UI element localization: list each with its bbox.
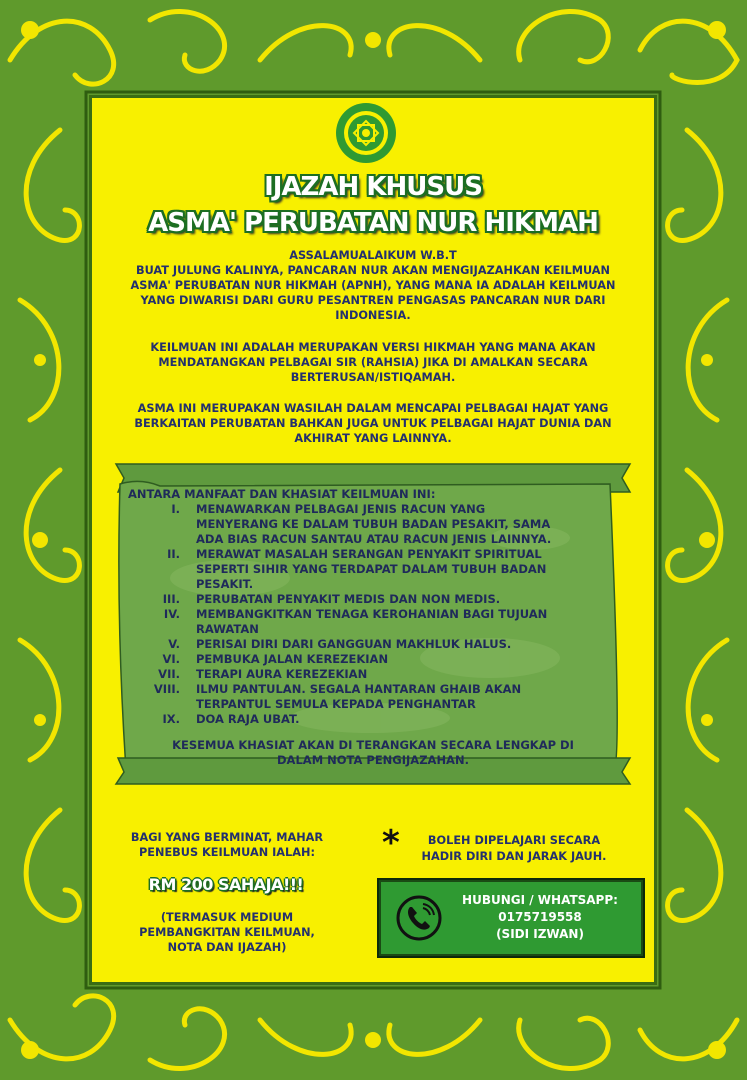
offer-lead: PENEBUS KEILMUAN IALAH: bbox=[139, 846, 315, 859]
intro-p1-line: INDONESIA. bbox=[335, 309, 411, 322]
item-number: VII. bbox=[158, 667, 180, 681]
note-line: BOLEH DIPELAJARI SECARA bbox=[427, 834, 601, 847]
list-item-line: PERUBATAN PENYAKIT MEDIS DAN NON MEDIS. bbox=[196, 592, 501, 606]
phone-icon bbox=[395, 894, 443, 942]
contact-label: HUBUNGI / WHATSAPP: bbox=[462, 893, 618, 907]
intro-p2-line: BERTERUSAN/ISTIQAMAH. bbox=[290, 371, 456, 384]
emblem-icon bbox=[334, 101, 398, 165]
intro-p3-line: AKHIRAT YANG LAINNYA. bbox=[294, 432, 452, 445]
offer-includes: PEMBANGKITAN KEILMUAN, bbox=[139, 926, 315, 939]
item-number: VIII. bbox=[153, 682, 180, 696]
content-panel bbox=[92, 98, 654, 982]
item-number: I. bbox=[171, 502, 180, 516]
offer-includes: (TERMASUK MEDIUM bbox=[160, 911, 294, 924]
benefits-scroll bbox=[110, 458, 636, 788]
intro-p2-line: MENDATANGKAN PELBAGAI SIR (RAHSIA) JIKA DI AMALKAN SECARA bbox=[158, 356, 588, 369]
list-item-line: RAWATAN bbox=[196, 622, 259, 636]
greeting: ASSALAMUALAIKUM W.B.T bbox=[289, 249, 457, 262]
list-item-line: MERAWAT MASALAH SERANGAN PENYAKIT SPIRITUAL bbox=[196, 547, 542, 561]
list-item-line: PEMBUKA JALAN KEREZEKIAN bbox=[196, 652, 389, 666]
intro-p3-line: ASMA INI MERUPAKAN WASILAH DALAM MENCAPAI PELBAGAI HAJAT YANG bbox=[137, 402, 609, 415]
item-number: IX. bbox=[162, 712, 180, 726]
title-line-1: IJAZAH KHUSUS bbox=[264, 172, 482, 202]
list-item-line: ILMU PANTULAN. SEGALA HANTARAN GHAIB AKAN bbox=[196, 682, 522, 696]
benefits-heading: ANTARA MANFAAT DAN KHASIAT KEILMUAN INI: bbox=[128, 487, 436, 501]
list-item-line: MENAWARKAN PELBAGAI JENIS RACUN YANG bbox=[196, 502, 486, 516]
offer-lead: BAGI YANG BERMINAT, MAHAR bbox=[130, 831, 324, 844]
intro-p1-line: ASMA' PERUBATAN NUR HIKMAH (APNH), YANG MANA IA ADALAH KEILMUAN bbox=[130, 279, 616, 292]
list-item-line: TERPANTUL SEMULA KEPADA PENGHANTAR bbox=[196, 697, 476, 711]
benefits-closing: KESEMUA KHASIAT AKAN DI TERANGKAN SECARA LENGKAP DI bbox=[172, 738, 574, 752]
intro-p3-line: BERKAITAN PERUBATAN BAHKAN JUGA UNTUK PELBAGAI HAJAT DUNIA DAN bbox=[134, 417, 612, 430]
intro-p1-line: BUAT JULUNG KALINYA, PANCARAN NUR AKAN MENGIJAZAHKAN KEILMUAN bbox=[135, 264, 610, 277]
list-item-line: SEPERTI SIHIR YANG TERDAPAT DALAM TUBUH BADAN bbox=[196, 562, 547, 576]
title-line-2: ASMA' PERUBATAN NUR HIKMAH bbox=[148, 208, 598, 238]
contact-phone[interactable]: 0175719558 bbox=[498, 910, 582, 924]
list-item-line: TERAPI AURA KEREZEKIAN bbox=[196, 667, 368, 681]
note-line: HADIR DIRI DAN JARAK JAUH. bbox=[421, 850, 607, 863]
contact-name: (SIDI IZWAN) bbox=[496, 927, 584, 941]
list-item-line: PESAKIT. bbox=[196, 577, 254, 591]
item-number: II. bbox=[167, 547, 180, 561]
asterisk-icon: * bbox=[382, 823, 400, 863]
item-number: VI. bbox=[162, 652, 180, 666]
benefits-closing: DALAM NOTA PENGIJAZAHAN. bbox=[277, 753, 469, 767]
item-number: IV. bbox=[163, 607, 180, 621]
price-label bbox=[146, 875, 306, 901]
item-number: III. bbox=[162, 592, 180, 606]
list-item-line: MENYERANG KE DALAM TUBUH BADAN PESAKIT, SAMA bbox=[196, 517, 551, 531]
list-item-line: ADA BIAS RACUN SANTAU ATAU RACUN JENIS LAINNYA. bbox=[196, 532, 552, 546]
list-item-line: MEMBANGKITKAN TENAGA KEROHANIAN BAGI TUJUAN bbox=[196, 607, 548, 621]
list-item-line: DOA RAJA UBAT. bbox=[196, 712, 300, 726]
contact-box[interactable] bbox=[379, 880, 643, 956]
intro-p1-line: YANG DIWARISI DARI GURU PESANTREN PENGASAS PANCARAN NUR DARI bbox=[140, 294, 606, 307]
list-item-line: PERISAI DIRI DARI GANGGUAN MAKHLUK HALUS. bbox=[196, 637, 512, 651]
item-number: V. bbox=[168, 637, 180, 651]
price: RM 200 SAHAJA!!! bbox=[148, 875, 304, 894]
offer-includes: NOTA DAN IJAZAH) bbox=[167, 941, 287, 954]
intro-p2-line: KEILMUAN INI ADALAH MERUPAKAN VERSI HIKMAH YANG MANA AKAN bbox=[150, 341, 596, 354]
